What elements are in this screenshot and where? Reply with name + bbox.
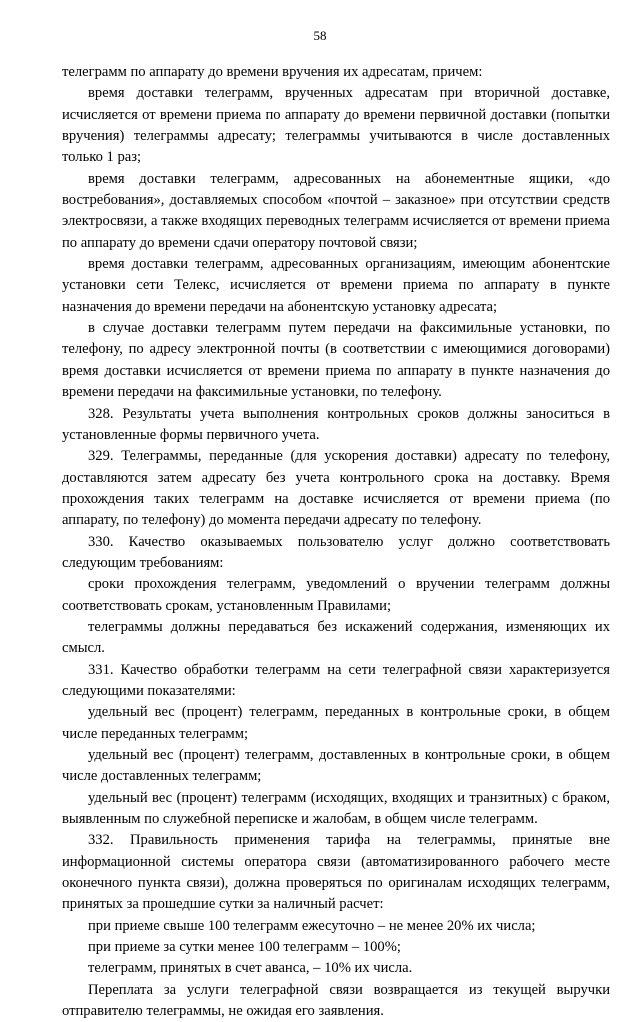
paragraph-telex-delivery: время доставки телеграмм, адресованных организациям, имеющим абонентские установки сети Телекс, исчисляется от времени приема по аппарату в пункте назначения до времени передачи на абонентскую установку адресата; — [62, 256, 610, 315]
paragraph-328: 328. Результаты учета выполнения контрольных сроков должны заноситься в установленные формы первичного учета. — [62, 405, 610, 443]
paragraph-331-defects: удельный вес (процент) телеграмм (исходящих, входящих и транзитных) с браком, выявленным по служебной переписке и жалобам, в общем числе телеграмм. — [62, 789, 610, 828]
paragraph-331-sent-on-time: удельный вес (процент) телеграмм, переданных в контрольные сроки, в общем числе переданных телеграмм; — [62, 704, 610, 742]
paragraph-330: 330. Качество оказываемых пользователю услуг должно соответствовать следующим требованиям: — [62, 533, 610, 571]
paragraph-331: 331. Качество обработки телеграмм на сети телеграфной связи характеризуется следующими показателями: — [62, 661, 610, 699]
paragraph-fax-phone-delivery: в случае доставки телеграмм путем передачи на факсимильные установки, по телефону, по адресу электронной почты (в соответствии с имеющимися договорами) время доставки исчисляется от времени приема по аппарату в пункте назначения до времени передачи на факсимильные установки, по телефону. — [62, 320, 610, 401]
page-number: 58 — [313, 28, 327, 43]
paragraph-329: 329. Телеграммы, переданные (для ускорения доставки) адресату по телефону, доставляются затем адресату без учета контрольного срока на доставку. Время прохождения таких телеграмм на доставке исчисляется от времени приема (по аппарату, по телефону) до момента передачи адресату по телефону. — [62, 448, 610, 529]
paragraph-332-over-100: при приеме свыше 100 телеграмм ежесуточно – не менее 20% их числа; — [88, 917, 536, 934]
paragraph-332-advance: телеграмм, принятых в счет аванса, – 10% их числа. — [88, 960, 413, 977]
paragraph-330-deadlines: сроки прохождения телеграмм, уведомлений о вручении телеграмм должны соответствовать срокам, установленным Правилами; — [62, 576, 610, 614]
paragraph-overpayment: Переплата за услуги телеграфной связи возвращается из текущей выручки отправителю телеграммы, не ожидая его заявления. — [62, 981, 610, 1020]
paragraph-secondary-delivery: время доставки телеграмм, врученных адресатам при вторичной доставке, исчисляется от времени приема по аппарату до времени первичной доставки (попытки вручения) телеграммы адресату; телеграммы учитываются в числе доставленных только 1 раз; — [62, 85, 610, 166]
document-body — [62, 62, 610, 1022]
paragraph-po-box-delivery: время доставки телеграмм, адресованных на абонементные ящики, «до востребования», доставляемых способом «почтой – заказное» при отсутствии средств электросвязи, а также входящих переводных телеграмм исчисляется от времени приема по аппарату до времени сдачи оператору почтовой связи; — [62, 170, 610, 251]
paragraph-332-under-100: при приеме за сутки менее 100 телеграмм – 100%; — [88, 939, 401, 956]
paragraph-331-delivered-on-time: удельный вес (процент) телеграмм, доставленных в контрольные сроки, в общем числе доставленных телеграмм; — [62, 747, 610, 785]
paragraph-332: 332. Правильность применения тарифа на телеграммы, принятые вне информационной системы оператора связи (автоматизированного рабочего месте оконечного пункта связи), должна проверяться по оригиналам исходящих телеграмм, принятых за прошедшие сутки за наличный расчет: — [62, 832, 610, 913]
paragraph-continuation: телеграмм по аппарату до времени вручения их адресатам, причем: — [62, 64, 483, 80]
paragraph-330-no-distortion: телеграммы должны передаваться без искажений содержания, изменяющих их смысл. — [62, 618, 610, 657]
